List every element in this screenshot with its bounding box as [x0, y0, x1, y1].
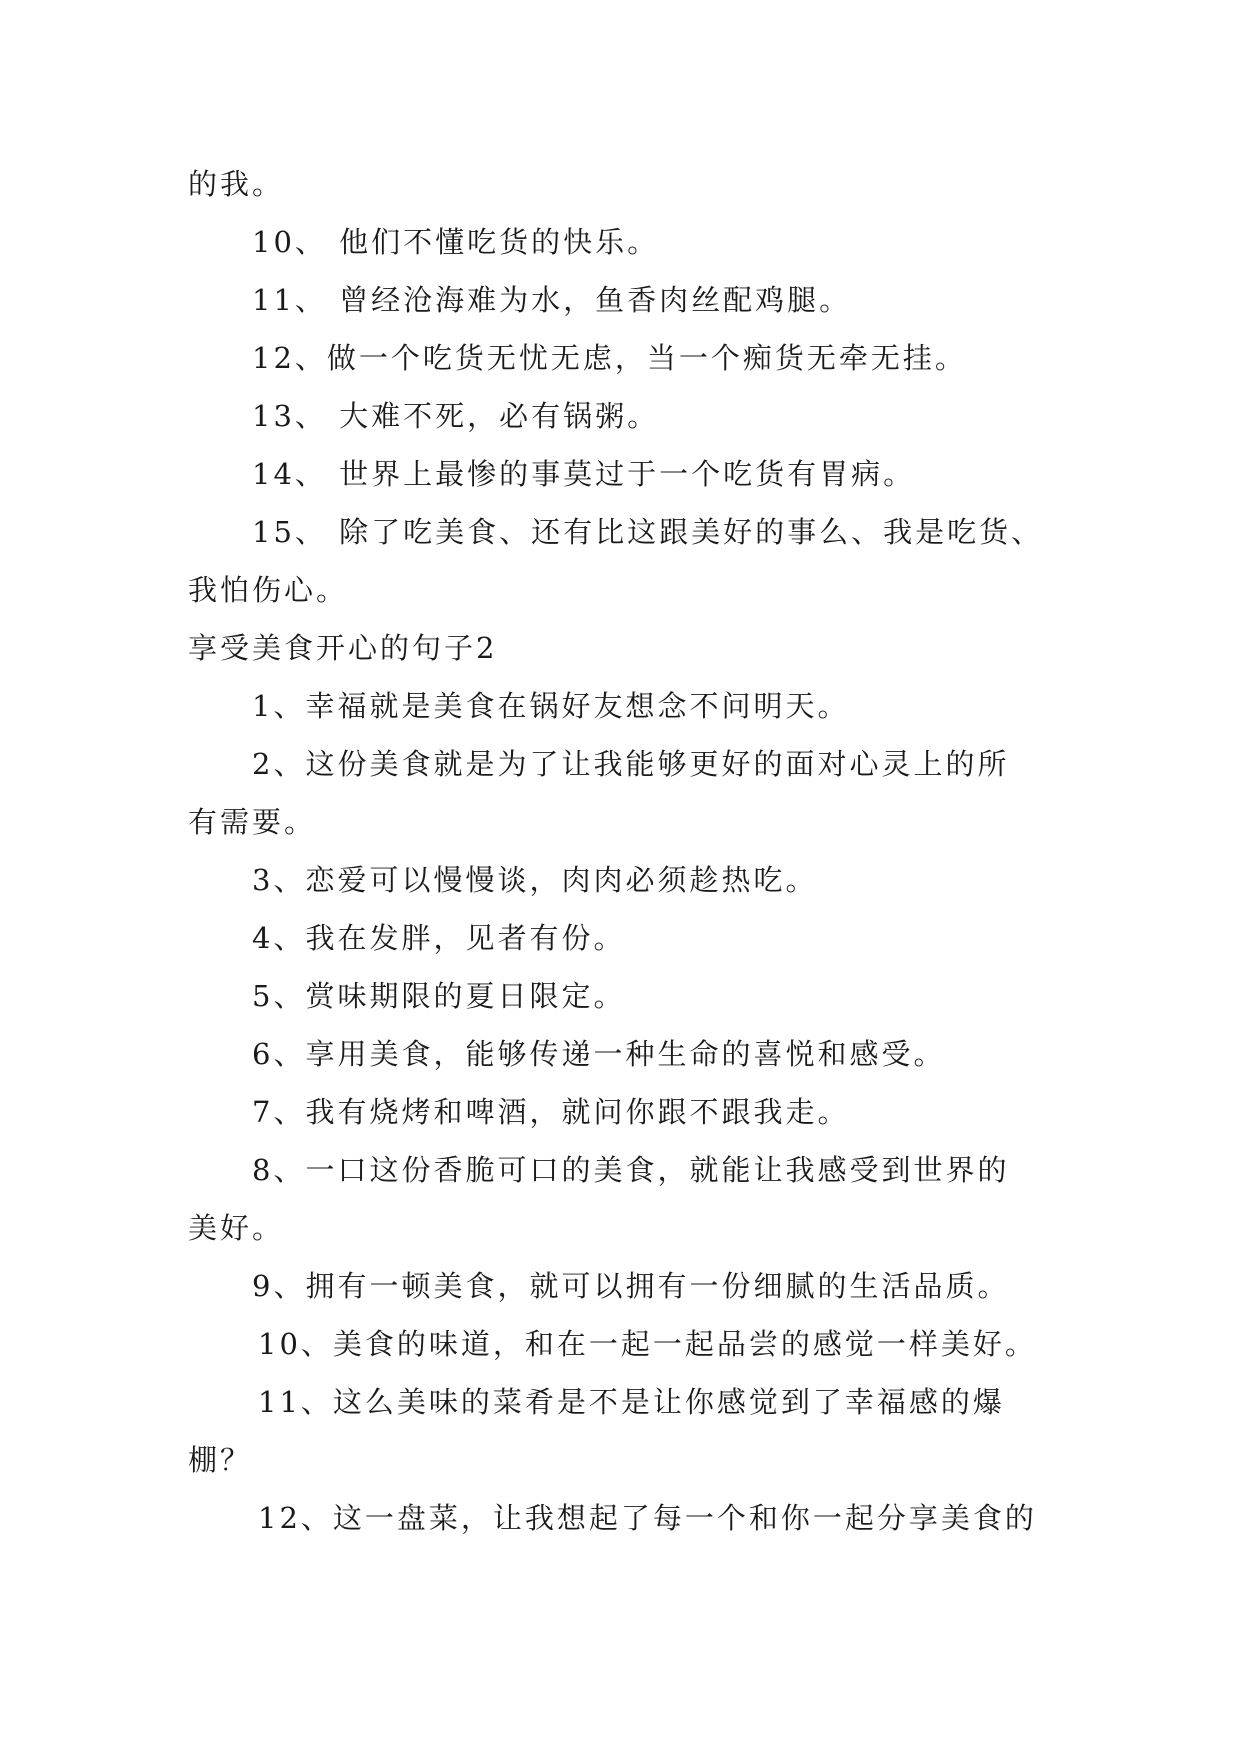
text-line: 美好。: [188, 1211, 285, 1245]
text-line: 的我。: [188, 167, 285, 201]
text-line: 有需要。: [188, 805, 317, 839]
list-item: 11、 曾经沧海难为水，鱼香肉丝配鸡腿。: [252, 283, 852, 317]
list-item: 2、这份美食就是为了让我能够更好的面对心灵上的所: [252, 747, 1010, 781]
section-heading: 享受美食开心的句子2: [188, 631, 498, 665]
list-item: 10、 他们不懂吃货的快乐。: [252, 225, 660, 259]
list-item: 12、这一盘菜，让我想起了每一个和你一起分享美食的: [258, 1501, 1037, 1535]
list-item: 6、享用美食，能够传递一种生命的喜悦和感受。: [252, 1037, 946, 1071]
list-item: 3、恋爱可以慢慢谈，肉肉必须趁热吃。: [252, 863, 818, 897]
list-item: 12、做一个吃货无忧无虑，当一个痴货无牵无挂。: [252, 341, 967, 375]
list-item: 1、幸福就是美食在锅好友想念不问明天。: [252, 689, 850, 723]
text-line: 我怕伤心。: [188, 573, 349, 607]
list-item: 13、 大难不死，必有锅粥。: [252, 399, 660, 433]
list-item: 15、 除了吃美食、还有比这跟美好的事么、我是吃货、: [252, 515, 1044, 549]
list-item: 8、一口这份香脆可口的美食，就能让我感受到世界的: [252, 1153, 1010, 1187]
list-item: 11、这么美味的菜肴是不是让你感觉到了幸福感的爆: [258, 1385, 1005, 1419]
text-line: 棚？: [188, 1443, 253, 1477]
list-item: 7、我有烧烤和啤酒，就问你跟不跟我走。: [252, 1095, 850, 1129]
list-item: 5、赏味期限的夏日限定。: [252, 979, 626, 1013]
list-item: 14、 世界上最惨的事莫过于一个吃货有胃病。: [252, 457, 916, 491]
list-item: 10、美食的味道，和在一起一起品尝的感觉一样美好。: [258, 1327, 1037, 1361]
list-item: 9、拥有一顿美食，就可以拥有一份细腻的生活品质。: [252, 1269, 1010, 1303]
list-item: 4、我在发胖，见者有份。: [252, 921, 626, 955]
